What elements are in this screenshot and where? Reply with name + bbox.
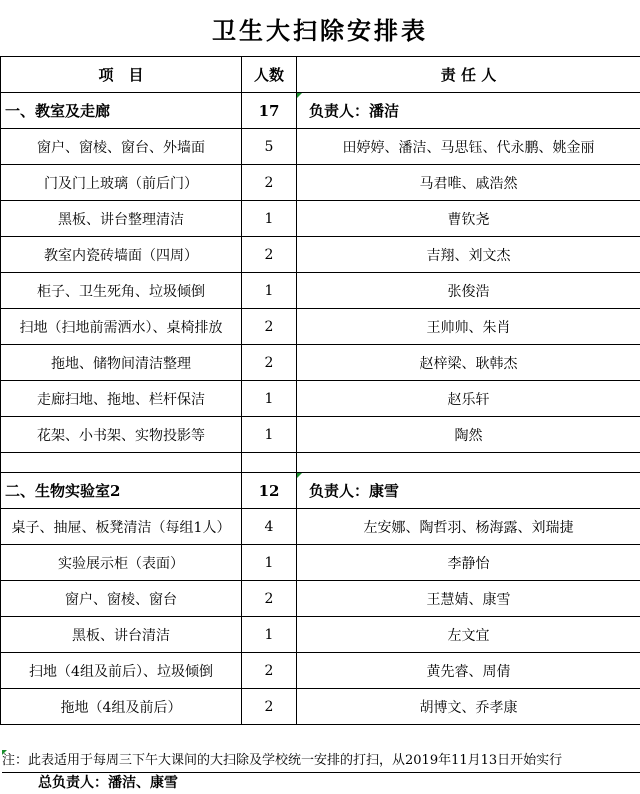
count-cell[interactable]: 2 bbox=[242, 689, 297, 725]
table-row bbox=[1, 309, 640, 345]
item-cell[interactable]: 走廊扫地、拖地、栏杆保洁 bbox=[1, 381, 242, 417]
person-cell[interactable]: 黄先睿、周倩 bbox=[297, 653, 640, 689]
count-cell[interactable]: 5 bbox=[242, 129, 297, 165]
section-row-lab bbox=[1, 473, 640, 509]
person-cell[interactable]: 田婷婷、潘洁、马思钰、代永鹏、姚金丽 bbox=[297, 129, 640, 165]
cell-comment-marker bbox=[297, 93, 302, 98]
count-cell[interactable]: 2 bbox=[242, 581, 297, 617]
section-count[interactable]: 17 bbox=[242, 93, 297, 129]
item-cell[interactable]: 黑板、讲台整理清洁 bbox=[1, 201, 242, 237]
item-cell[interactable]: 黑板、讲台清洁 bbox=[1, 617, 242, 653]
table-row bbox=[1, 201, 640, 237]
count-cell[interactable]: 2 bbox=[242, 345, 297, 381]
schedule-table bbox=[0, 56, 640, 725]
item-cell[interactable]: 门及门上玻璃（前后门） bbox=[1, 165, 242, 201]
table-row bbox=[1, 653, 640, 689]
item-cell[interactable]: 窗户、窗棱、窗台 bbox=[1, 581, 242, 617]
cell-comment-marker bbox=[2, 750, 7, 755]
person-cell[interactable]: 吉翔、刘文杰 bbox=[297, 237, 640, 273]
person-cell[interactable]: 张俊浩 bbox=[297, 273, 640, 309]
footnote[interactable] bbox=[2, 750, 640, 773]
count-cell[interactable]: 1 bbox=[242, 273, 297, 309]
table-row bbox=[1, 165, 640, 201]
section-label[interactable]: 二、生物实验室2 bbox=[1, 473, 242, 509]
table-row bbox=[1, 689, 640, 725]
count-cell[interactable]: 1 bbox=[242, 417, 297, 453]
person-cell[interactable]: 赵乐轩 bbox=[297, 381, 640, 417]
footnote-text: 注：此表适用于每周三下午大课间的大扫除及学校统一安排的打扫，从2019年11月13日开始实行 bbox=[2, 753, 563, 768]
item-cell[interactable]: 扫地（扫地前需洒水）、桌椅排放 bbox=[1, 309, 242, 345]
table-row bbox=[1, 129, 640, 165]
table-row bbox=[1, 417, 640, 453]
person-cell[interactable]: 左文宜 bbox=[297, 617, 640, 653]
section-count[interactable]: 12 bbox=[242, 473, 297, 509]
person-cell[interactable]: 马君唯、戚浩然 bbox=[297, 165, 640, 201]
count-cell[interactable]: 2 bbox=[242, 165, 297, 201]
item-cell[interactable]: 扫地（4组及前后）、垃圾倾倒 bbox=[1, 653, 242, 689]
section-row-classroom bbox=[1, 93, 640, 129]
item-cell[interactable]: 柜子、卫生死角、垃圾倾倒 bbox=[1, 273, 242, 309]
sheet-title: 卫生大扫除安排表 bbox=[212, 15, 428, 45]
person-cell[interactable]: 胡博文、乔孝康 bbox=[297, 689, 640, 725]
header-row bbox=[1, 57, 640, 93]
count-cell[interactable]: 4 bbox=[242, 509, 297, 545]
item-cell[interactable]: 教室内瓷砖墙面（四周） bbox=[1, 237, 242, 273]
person-cell[interactable]: 曹钦尧 bbox=[297, 201, 640, 237]
count-cell[interactable]: 2 bbox=[242, 309, 297, 345]
item-cell[interactable]: 窗户、窗棱、窗台、外墙面 bbox=[1, 129, 242, 165]
section-label[interactable]: 一、教室及走廊 bbox=[1, 93, 242, 129]
item-cell[interactable]: 桌子、抽屉、板凳清洁（每组1人） bbox=[1, 509, 242, 545]
header-item[interactable]: 项 目 bbox=[1, 57, 242, 93]
table-row bbox=[1, 381, 640, 417]
header-person[interactable]: 责 任 人 bbox=[297, 57, 640, 93]
item-cell[interactable]: 拖地、储物间清洁整理 bbox=[1, 345, 242, 381]
person-cell[interactable]: 李静怡 bbox=[297, 545, 640, 581]
overall-manager[interactable]: 总负责人：潘洁、康雪 bbox=[38, 775, 178, 791]
section-manager-text: 负责人：潘洁 bbox=[309, 102, 400, 120]
section-manager[interactable] bbox=[297, 473, 640, 509]
person-cell[interactable]: 王慧婧、康雪 bbox=[297, 581, 640, 617]
person-cell[interactable]: 左安娜、陶哲羽、杨海露、刘瑞捷 bbox=[297, 509, 640, 545]
item-cell[interactable]: 拖地（4组及前后） bbox=[1, 689, 242, 725]
empty-cell[interactable] bbox=[242, 453, 297, 473]
person-cell[interactable]: 陶然 bbox=[297, 417, 640, 453]
section-manager[interactable] bbox=[297, 93, 640, 129]
table-row bbox=[1, 509, 640, 545]
table-row bbox=[1, 617, 640, 653]
table-row bbox=[1, 581, 640, 617]
count-cell[interactable]: 2 bbox=[242, 237, 297, 273]
empty-cell[interactable] bbox=[1, 453, 242, 473]
section-manager-text: 负责人：康雪 bbox=[309, 482, 400, 500]
item-cell[interactable]: 实验展示柜（表面） bbox=[1, 545, 242, 581]
spacer-row bbox=[1, 453, 640, 473]
table-row bbox=[1, 545, 640, 581]
table-row bbox=[1, 345, 640, 381]
table-row bbox=[1, 273, 640, 309]
count-cell[interactable]: 1 bbox=[242, 381, 297, 417]
person-cell[interactable]: 王帅帅、朱肖 bbox=[297, 309, 640, 345]
item-cell[interactable]: 花架、小书架、实物投影等 bbox=[1, 417, 242, 453]
header-count[interactable]: 人数 bbox=[242, 57, 297, 93]
person-cell[interactable]: 赵梓梁、耿韩杰 bbox=[297, 345, 640, 381]
table-row bbox=[1, 237, 640, 273]
cell-comment-marker bbox=[297, 473, 302, 478]
count-cell[interactable]: 1 bbox=[242, 617, 297, 653]
count-cell[interactable]: 1 bbox=[242, 545, 297, 581]
empty-cell[interactable] bbox=[297, 453, 640, 473]
count-cell[interactable]: 2 bbox=[242, 653, 297, 689]
count-cell[interactable]: 1 bbox=[242, 201, 297, 237]
